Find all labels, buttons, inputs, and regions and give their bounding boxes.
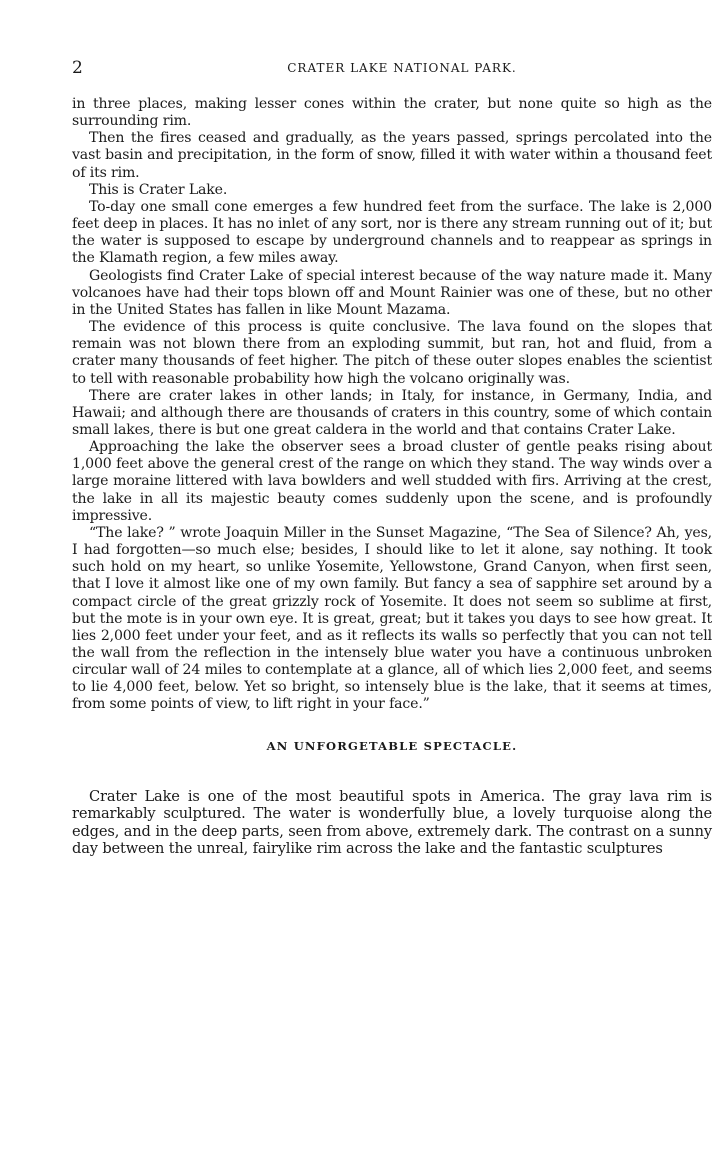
paragraph-today: To-day one small cone emerges a few hundred feet from the surface. The lake is 2,000 feet deep in places. It has no inlet of any sort, nor is there any stream running out of it; but the water is supposed to escape by underground channels and to reappear as springs in the Klamath region, a few miles away.: [72, 198, 712, 267]
section-body: [72, 788, 712, 858]
paragraph-evidence: The evidence of this process is quite conclusive. The lava found on the slopes that remain was not blown there from an exploding summit, but ran, hot and fluid, from a crater many thousands of feet higher. The pitch of these outer slopes enables the scientist to tell with reasonable probability how high the volcano originally was.: [72, 319, 712, 387]
book-page: [72, 56, 712, 858]
paragraph-approaching: Approaching the lake the observer sees a broad cluster of gentle peaks rising about 1,000 feet above the general crest of the range on which they stand. The way winds over a large moraine littered with lava bowlders and well studded with firs. Arriving at the crest, the lake in all its majestic beauty comes suddenly upon the scene, and is profoundly impressive.: [72, 439, 712, 524]
body-text: [72, 96, 712, 714]
running-head: [72, 56, 712, 80]
page-number: 2: [72, 58, 83, 78]
section-heading: AN UNFORGETABLE SPECTACLE.: [266, 738, 518, 753]
paragraph-continuation: in three places, making lesser cones within the crater, but none quite so high as the surrounding rim.: [72, 96, 712, 130]
paragraph-crater-lakes: There are crater lakes in other lands; in Italy, for instance, in Germany, India, and Hawaii; and although there are thousands of craters in this country, some of which contain small lakes, there is but one great caldera in the world and that contains Crater Lake.: [72, 387, 712, 438]
paragraph-this-is-crater-lake: This is Crater Lake.: [89, 181, 228, 198]
paragraph-section-opening: Crater Lake is one of the most beautiful spots in America. The gray lava rim is remarkably sculptured. The water is wonderfully blue, a lovely turquoise along the edges, and in the deep parts, seen from above, extremely dark. The contrast on a sunny day between the unreal, fairylike rim across the lake and the fantastic sculptures: [72, 787, 712, 858]
running-title: CRATER LAKE NATIONAL PARK.: [287, 61, 517, 75]
paragraph-springs: Then the fires ceased and gradually, as the years passed, springs percolated into the vast basin and precipitation, in the form of snow, filled it with water within a thousand feet of its rim.: [72, 130, 712, 181]
paragraph-miller-quote: “The lake? ” wrote Joaquin Miller in the Sunset Magazine, “The Sea of Silence? Ah, yes, I had forgotten—so much else; besides, I should like to let it alone, say nothing. It took such hold on my heart, so unlike Yosemite, Yellowstone, Grand Canyon, when first seen, that I love it almost like one of my own family. But fancy a sea of sapphire set around by a compact circle of the great grizzly rock of Yosemite. It does not seem so sublime at first, but the mote is in your own eye. It is great, great; but it takes you days to see how great. It lies 2,000 feet under your feet, and as it reflects its walls so perfectly that you can not tell the wall from the reflection in the intensely blue water you have a continuous unbroken circular wall of 24 miles to contemplate at a glance, all of which lies 2,000 feet, and seems to lie 4,000 feet, below. Yet so bright, so intensely blue is the lake, that it seems at times, from some points of view, to lift right in your face.”: [72, 524, 712, 713]
paragraph-geologists: Geologists find Crater Lake of special interest because of the way nature made it. Many volcanoes have had their tops blown off and Mount Rainier was one of these, but no other in the United States has fallen in like Mount Mazama.: [72, 267, 712, 318]
